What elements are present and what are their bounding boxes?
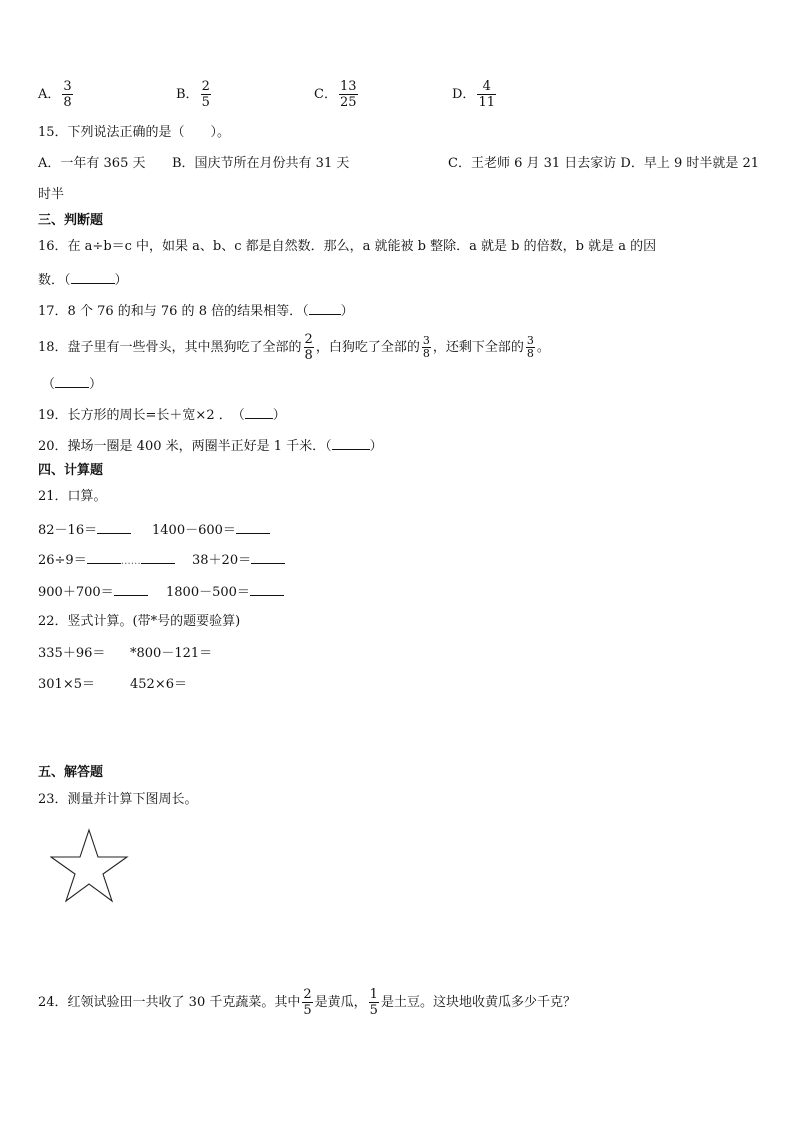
q24: 24．红领试验田一共收了 30 千克蔬菜。其中 $\frac{2}{5}$ 是黄瓜， $\frac{1}{5}$ 是土豆。这块地收黄瓜多少千克？	[38, 987, 576, 1018]
answer-blank[interactable]	[114, 582, 148, 596]
q16-line2: 数．（ ）	[38, 270, 128, 290]
answer-blank[interactable]	[250, 582, 284, 596]
q15-stem: 15．下列说法正确的是（ ）。	[38, 125, 231, 140]
q21-title: 21．口算。	[38, 489, 107, 504]
q22-row2-b: 452×6＝	[130, 677, 187, 692]
q15-option-a: A．一年有 365 天	[38, 156, 146, 171]
q19: 19．长方形的周长=长＋宽×2 ． （ ）	[38, 405, 286, 425]
q20: 20．操场一圈是 400 米，两圈半正好是 1 千米．（ ）	[38, 436, 383, 456]
q21-row1-b: 1400－600＝	[152, 520, 270, 540]
answer-blank[interactable]	[251, 550, 285, 564]
q17: 17．8 个 76 的和与 76 的 8 倍的结果相等．（ ）	[38, 301, 354, 321]
answer-blank[interactable]	[141, 550, 175, 564]
fraction: $\frac{1}{5}$	[369, 987, 378, 1018]
fraction: $\frac{2}{5}$	[303, 987, 312, 1018]
fraction: $\frac{4}{11}$	[478, 79, 495, 110]
q15-option-cd: C．王老师 6 月 31 日去家访 D．早上 9 时半就是 21	[448, 156, 760, 171]
q14-option-b: B． $\frac{2}{5}$	[176, 79, 210, 110]
q21-row2-b: 38＋20＝	[192, 550, 285, 570]
q14-option-c: C． $\frac{13}{25}$	[314, 79, 357, 110]
q21-row3-a: 900＋700＝	[38, 582, 148, 602]
star-figure	[50, 828, 130, 904]
q22-title: 22．竖式计算。(带*号的题要验算)	[38, 614, 241, 629]
answer-blank[interactable]	[55, 374, 89, 388]
answer-blank[interactable]	[245, 405, 273, 419]
q21-row3-b: 1800－500＝	[166, 582, 284, 602]
q21-row1-a: 82－16＝	[38, 520, 131, 540]
answer-blank[interactable]	[97, 520, 131, 534]
q22-row1-b: *800－121＝	[130, 646, 213, 661]
answer-blank[interactable]	[236, 520, 270, 534]
q14-option-a: A． $\frac{3}{8}$	[38, 79, 72, 110]
q15-continuation: 时半	[38, 187, 65, 202]
section-title-word-problems: 五、解答题	[38, 765, 104, 780]
fraction: $\frac{3}{8}$	[422, 334, 430, 360]
q15-option-b: B．国庆节所在月份共有 31 天	[172, 156, 350, 171]
answer-blank[interactable]	[87, 550, 121, 564]
q22-row2-a: 301×5＝	[38, 677, 95, 692]
fraction: $\frac{3}{8}$	[526, 334, 534, 360]
q22-row1-a: 335＋96＝	[38, 646, 106, 661]
q23-title: 23．测量并计算下图周长。	[38, 792, 198, 807]
q16-line1: 16．在 a÷b＝c 中，如果 a、b、c 都是自然数．那么，a 就能被 b 整除．a 就是 b 的倍数，b 就是 a 的因	[38, 239, 657, 254]
answer-blank[interactable]	[309, 301, 341, 315]
fraction: $\frac{13}{25}$	[339, 79, 357, 110]
star-outline	[51, 830, 127, 901]
section-title-calculation: 四、计算题	[38, 463, 104, 478]
fraction: $\frac{2}{5}$	[201, 79, 210, 110]
q18-line2: （ ）	[42, 374, 102, 394]
answer-blank[interactable]	[71, 270, 115, 284]
q14-option-d: D． $\frac{4}{11}$	[452, 79, 495, 110]
section-title-judgement: 三、判断题	[38, 213, 104, 228]
q18-line1: 18．盘子里有一些骨头，其中黑狗吃了全部的 $\frac{2}{8}$ ，白狗吃了全部的 $\frac{3}{8}$ ，还剩下全部的 $\frac{3}{8}$ 。	[38, 332, 550, 363]
q21-row2-a: 26÷9＝ ……	[38, 550, 175, 571]
fraction: $\frac{3}{8}$	[63, 79, 72, 110]
fraction: $\frac{2}{8}$	[304, 332, 313, 363]
answer-blank[interactable]	[332, 436, 370, 450]
